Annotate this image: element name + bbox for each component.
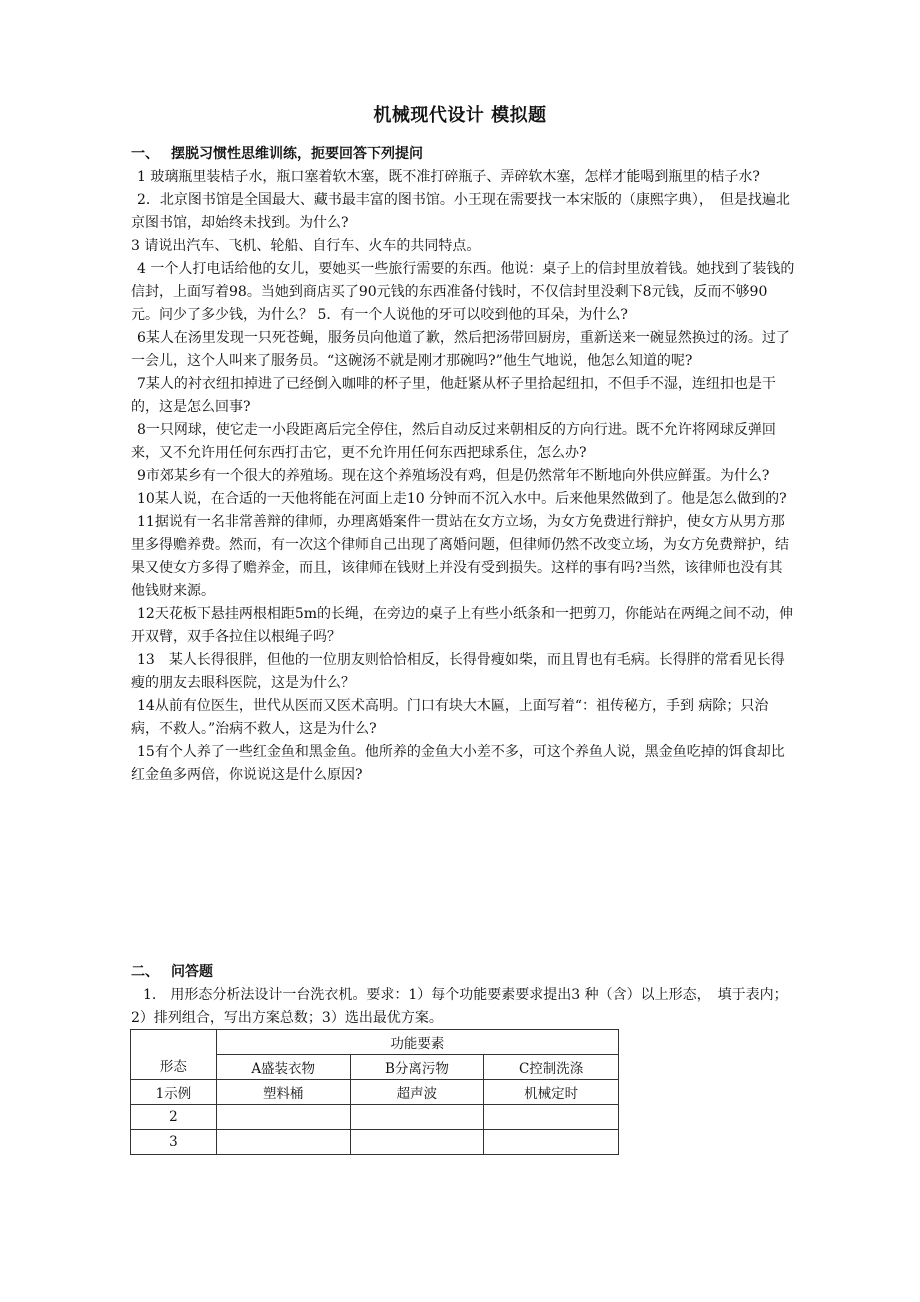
section-2-number: 二、 [131, 964, 159, 980]
table-row-header: 形态 [131, 1030, 217, 1080]
question-11: 11据说有一名非常善辩的律师，办理离婚案件一贯站在女方立场，为女方免费进行辩护，使女方从男方那里多得赡养费。然而，有一次这个律师自己出现了离婚问题，但律师仍然不改变立场，为女方免费辩护，结果又使女方多得了赡养金，而且，该律师在钱财上并没有受到损失。这样的事有吗?当然，该律师也没有其他钱财来源。 [131, 514, 789, 599]
question-12: 12天花板下悬挂两根相距5m的长绳，在旁边的桌子上有些小纸条和一把剪刀，你能站在两绳之间不动，伸开双臂，双手各拉住以根绳子吗？ [131, 606, 793, 645]
table-cell [216, 1105, 350, 1130]
question-2: 2．北京图书馆是全国最大、藏书最丰富的图书馆。小王现在需要找一本宋版的（康熙字典）， 但是找遍北京图书馆，却始终未找到。为什么? [131, 192, 790, 231]
page-title: 机械现代设计 模拟题 [373, 105, 547, 126]
table-row-label: 1示例 [131, 1080, 217, 1105]
table-cell [484, 1130, 619, 1155]
table-cell: 塑料桶 [216, 1080, 350, 1105]
table-column-b: B分离污物 [350, 1055, 484, 1080]
section-1-heading [131, 143, 423, 163]
question-8: 8一只网球，使它走一小段距离后完全停住，然后自动反过来朝相反的方向行进。既不允许将网球反弹回来，又不允许用任何东西打击它，更不允许用任何东西把球系住，怎么办? [131, 422, 776, 461]
question-14: 14从前有位医生，世代从医而又医术高明。门口有块大木匾，上面写着“：祖传秘方，手到 病除；只治病，不救人。”治病不救人，这是为什么? [131, 698, 769, 737]
table-column-c: C控制洗涤 [484, 1055, 619, 1080]
table-row-label: 2 [131, 1105, 217, 1130]
question-10: 10某人说，在合适的一天他将能在河面上走10 分钟而不沉入水中。后来他果然做到了。他是怎么做到的? [137, 491, 787, 507]
section-1-questions [131, 166, 796, 787]
table-row-label: 3 [131, 1130, 217, 1155]
table-row [131, 1080, 619, 1105]
section-2-title: 问答题 [171, 964, 213, 980]
question-1: 1 玻璃瓶里装桔子水，瓶口塞着软木塞，既不准打碎瓶子、弄碎软木塞，怎样才能喝到瓶里的桔子水? [137, 169, 760, 185]
question-9: 9市郊某乡有一个很大的养殖场。现在这个养殖场没有鸡，但是仍然常年不断地向外供应鲜蛋。为什么? [137, 468, 770, 484]
section-2-heading [131, 961, 213, 981]
table-cell [216, 1130, 350, 1155]
table-cell [350, 1130, 484, 1155]
table-cell [350, 1105, 484, 1130]
morphology-table [130, 1029, 619, 1155]
table-column-a: A盛装衣物 [216, 1055, 350, 1080]
table-group-header: 功能要素 [216, 1030, 618, 1055]
table-row [131, 1105, 619, 1130]
question-15: 15有个人养了一些红金鱼和黑金鱼。他所养的金鱼大小差不多，可这个养鱼人说，黑金鱼吃掉的饵食却比红金鱼多两倍，你说说这是什么原因? [131, 744, 785, 783]
table-cell [484, 1105, 619, 1130]
table-header-row [131, 1030, 619, 1055]
section-2-question-1 [131, 984, 796, 1030]
question-13: 13 某人长得很胖，但他的一位朋友则恰恰相反，长得骨瘦如柴，而且胃也有毛病。长得胖的常看见长得瘦的朋友去眼科医院，这是为什么？ [131, 652, 785, 691]
question-3: 3 请说出汽车、飞机、轮船、自行车、火车的共同特点。 [131, 238, 481, 254]
section-1-number: 一、 [131, 146, 159, 162]
question-6: 6某人在汤里发现一只死苍蝇，服务员向他道了歉，然后把汤带回厨房，重新送来一碗显然换过的汤。过了一会儿，这个人叫来了服务员。“这碗汤不就是刚才那碗吗?”他生气地说，他怎么知道的呢? [131, 330, 790, 369]
question-washing-machine: 1. 用形态分析法设计一台洗衣机。要求：1）每个功能要素要求提出3 种（含）以上形态， 填于表内；2）排列组合，写出方案总数；3）选出最优方案。 [131, 987, 788, 1026]
question-4-5: 4 一个人打电话给他的女儿，要她买一些旅行需要的东西。他说：桌子上的信封里放着钱。她找到了装钱的信封，上面写着98。当她到商店买了90元钱的东西准备付钱时，不仅信封里没剩下8元钱，反而不够90 元。问少了多少钱，为什么？ 5．有一个人说他的牙可以咬到他的耳朵，为什么? [131, 261, 795, 323]
question-7: 7某人的衬衣纽扣掉进了已经倒入咖啡的杯子里，他赶紧从杯子里拾起纽扣，不但手不湿，连纽扣也是干的，这是怎么回事? [131, 376, 776, 415]
table-cell: 机械定时 [484, 1080, 619, 1105]
table-cell: 超声波 [350, 1080, 484, 1105]
section-1-title: 摆脱习惯性思维训练，扼要回答下列提问 [171, 146, 423, 162]
table-row [131, 1130, 619, 1155]
